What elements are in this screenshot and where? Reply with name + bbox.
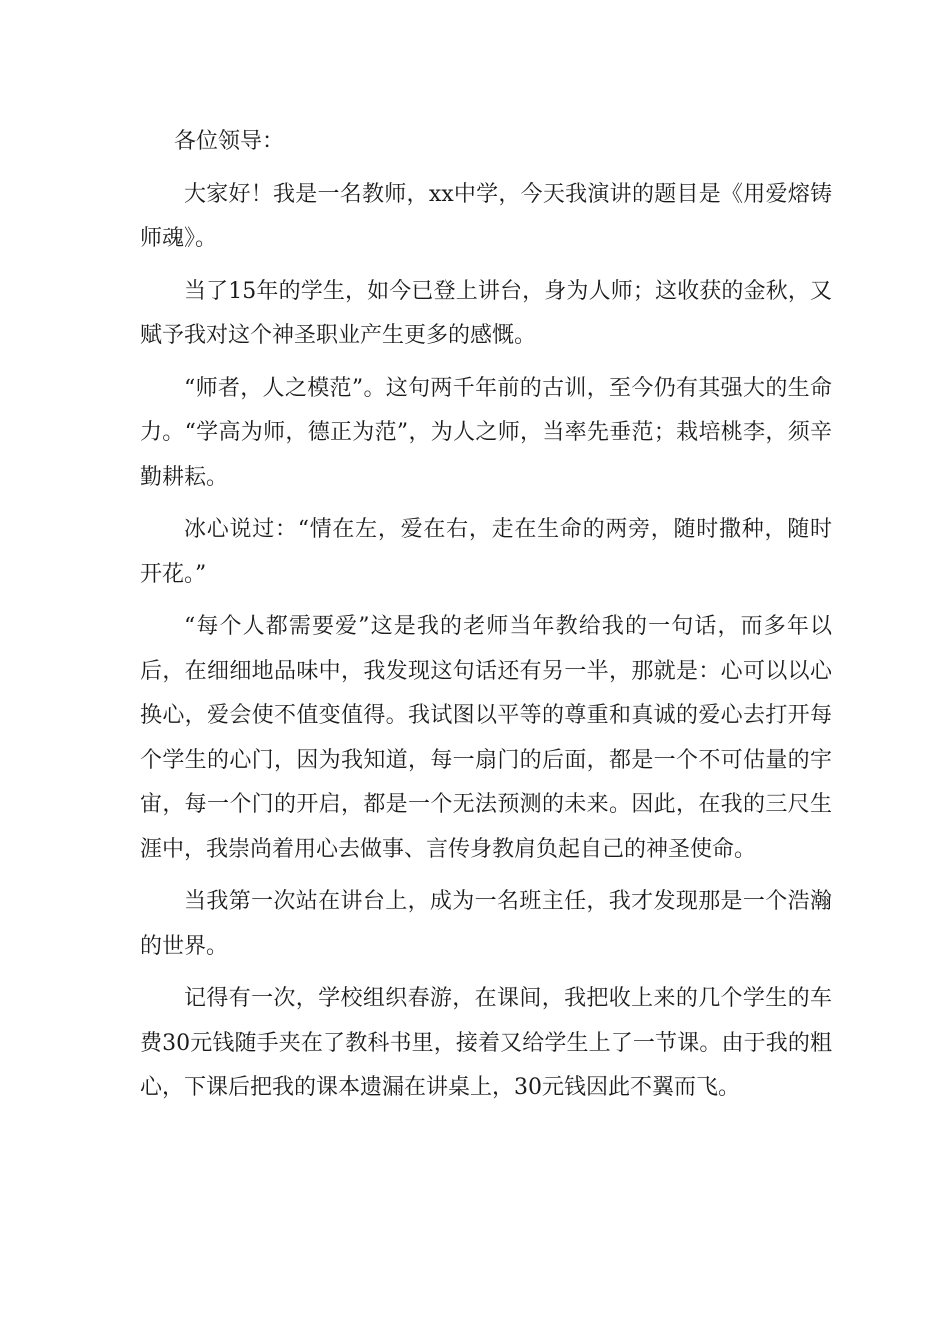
salutation: 各位领导： — [174, 129, 285, 154]
paragraph-fifteen-years: 当了15年的学生，如今已登上讲台，身为人师；这收获的金秋，又赋予我对这个神圣职业产生更多的感慨。 — [140, 278, 832, 348]
speech-body — [140, 120, 832, 1119]
paragraph-bingxin-quote: 冰心说过：“情在左，爱在右，走在生命的两旁，随时撒种，随时开花。” — [140, 517, 832, 587]
paragraph-teacher-model: “师者，人之模范”。这句两千年前的古训，至今仍有其强大的生命力。“学高为师，德正为范”，为人之师，当率先垂范；栽培桃李，须辛勤耕耘。 — [140, 375, 832, 490]
paragraph-greeting: 大家好！我是一名教师，xx中学，今天我演讲的题目是《用爱熔铸师魂》。 — [140, 181, 832, 251]
paragraph-spring-outing: 记得有一次，学校组织春游，在课间，我把收上来的几个学生的车费30元钱随手夹在了教科书里，接着又给学生上了一节课。由于我的粗心，下课后把我的课本遗漏在讲桌上，30元钱因此不翼而飞。 — [140, 986, 832, 1100]
paragraph-everyone-needs-love: “每个人都需要爱”这是我的老师当年教给我的一句话，而多年以后，在细细地品味中，我发现这句话还有另一半，那就是：心可以以心换心，爱会使不值变值得。我试图以平等的尊重和真诚的爱心去打开每个学生的心门，因为我知道，每一扇门的后面，都是一个不可估量的宇宙，每一个门的开启，都是一个无法预测的未来。因此，在我的三尺生涯中，我崇尚着用心去做事、言传身教肩负起自己的神圣使命。 — [140, 614, 832, 862]
paragraph-first-time-podium: 当我第一次站在讲台上，成为一名班主任，我才发现那是一个浩瀚的世界。 — [140, 889, 832, 959]
